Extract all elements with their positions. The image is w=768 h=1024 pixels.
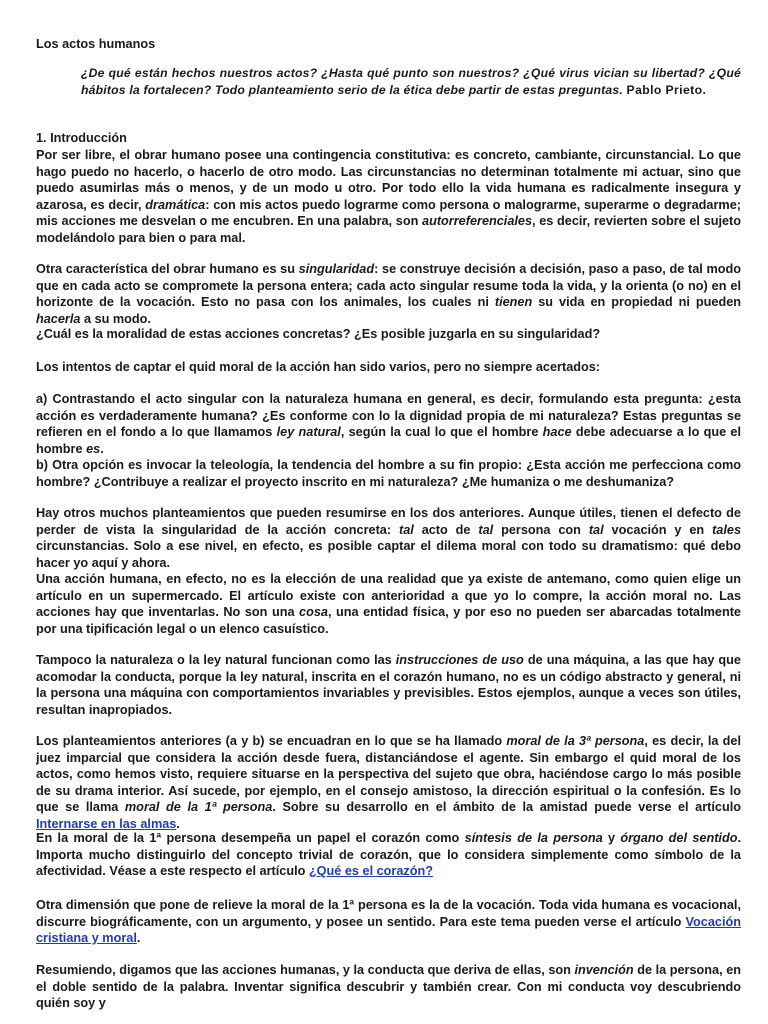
italic-run: síntesis de la persona bbox=[464, 831, 603, 845]
text-run: Otra característica del obrar humano es su bbox=[36, 262, 299, 276]
italic-run: moral de la 3ª persona bbox=[506, 734, 645, 748]
text-run: , según la cual lo que el hombre bbox=[340, 425, 543, 439]
link-vocacion-cristiana-y-moral[interactable]: Vocación cristiana y moral bbox=[36, 914, 741, 945]
text-run: Hay otros muchos planteamientos que pueden resumirse en los dos anteriores. Aunque útiles, tienen el defecto de perder de vista la singularidad de la acción concreta: bbox=[36, 506, 741, 537]
text-run: , es decir, la del juez imparcial que considera la acción desde fuera, distanciándose el agente. Sin embargo el quid moral de los actos, como hemos visto, requiere situarse en la perspectiva del sujeto que obra, haciéndose cargo lo más posible de su drama interior. Así sucede, por ejemplo, en el consejo amistoso, la dirección espiritual o la confesión. Es lo que se llama bbox=[36, 734, 741, 814]
paragraph-10 bbox=[36, 733, 741, 832]
text-run: En la moral de la 1ª persona desempeña un papel el corazón como bbox=[36, 831, 465, 845]
text-run: acto de bbox=[413, 522, 479, 537]
paragraph-7 bbox=[36, 505, 741, 571]
text-run: y bbox=[602, 831, 621, 845]
italic-run: dramática bbox=[145, 197, 206, 212]
text-run: . Importa mucho distinguirlo del concepto trivial de corazón, que lo considera simplemente como símbolo de la afectividad. Véase a este respecto el artículo bbox=[36, 831, 741, 878]
section-heading: 1. Introducción bbox=[36, 131, 127, 145]
epigraph-quote: ¿De qué están hechos nuestros actos? ¿Hasta qué punto son nuestros? ¿Qué virus vician su libertad? ¿Qué hábitos la fortalecen? Todo planteamiento serio de la ética debe partir de estas preguntas. bbox=[81, 66, 741, 97]
italic-run: hace bbox=[542, 425, 572, 439]
italic-run: hacerla bbox=[36, 311, 81, 326]
text-run: . bbox=[176, 816, 180, 831]
italic-run: singularidad bbox=[298, 262, 375, 276]
paragraph-4: Los intentos de captar el quid moral de la acción han sido varios, pero no siempre acertados: bbox=[36, 360, 601, 374]
italic-run: tales bbox=[712, 522, 741, 537]
text-run: de una máquina, a las que hay que acomodar la conducta, porque la ley natural, inscrita en el corazón humano, no es un código abstracto y general, ni la persona una máquina con comportamientos invariables y previsibles. Estos ejemplos, aunque a veces son útiles, resultan inapropiados. bbox=[36, 653, 741, 717]
paragraph-8 bbox=[36, 571, 741, 637]
italic-run: instrucciones de uso bbox=[395, 653, 524, 667]
paragraph-1 bbox=[36, 147, 741, 246]
italic-run: tal bbox=[398, 522, 414, 537]
text-run: a su modo. bbox=[80, 311, 151, 326]
paragraph-3: ¿Cuál es la moralidad de estas acciones concretas? ¿Es posible juzgarla en su singularidad? bbox=[36, 327, 601, 341]
paragraph-13 bbox=[36, 962, 741, 1012]
text-run: a) Contrastando el acto singular con la naturaleza humana en general, es decir, formulando esta pregunta: ¿esta acción es verdaderamente humana? ¿Es conforme con lo la dignidad propia de mi naturaleza? Estas preguntas se refieren en el fondo a lo que llamamos bbox=[36, 392, 741, 439]
text-run: . bbox=[100, 441, 104, 456]
italic-run: tal bbox=[478, 522, 494, 537]
link-internarse-en-las-almas[interactable]: Internarse en las almas bbox=[36, 816, 177, 831]
paragraph-5 bbox=[36, 391, 741, 457]
text-run: Tampoco la naturaleza o la ley natural funcionan como las bbox=[36, 653, 396, 667]
text-run: : con mis actos puedo lograrme como persona o malograrme, superarme o degradarme; mis acciones me desvelan o me encubren. En una palabra, son bbox=[36, 197, 741, 228]
italic-run: autorreferenciales bbox=[422, 214, 533, 228]
page-title: Los actos humanos bbox=[36, 37, 156, 51]
text-run: Otra dimensión que pone de relieve la moral de la 1ª persona es la de la vocación. Toda vida humana es vocacional, discurre biográficamente, con un argumento, y posee un sentido. Para este tema pueden verse el artículo bbox=[36, 898, 741, 929]
text-run: Los planteamientos anteriores (a y b) se encuadran en lo que se ha llamado bbox=[36, 734, 507, 748]
text-run: Por ser libre, el obrar humano posee una contingencia constitutiva: es concreto, cambiante, circunstancial. Lo que hago puedo no hacerlo, o hacerlo de otro modo. Las circunstancias no determinan totalmente mi actuar, sino que puedo asumirlas más o menos, y de un modo u otro. Por todo ello la vida humana es radicalmente insegura y azarosa, es decir, bbox=[36, 148, 741, 212]
paragraph-2 bbox=[36, 261, 741, 327]
text-run: vocación y en bbox=[603, 522, 713, 537]
text-run: . Sobre su desarrollo en el ámbito de la amistad puede verse el artículo bbox=[272, 800, 741, 814]
text-run: Resumiendo, digamos que las acciones humanas, y la conducta que deriva de ellas, son bbox=[36, 963, 575, 977]
paragraph-6: b) Otra opción es invocar la teleología, la tendencia del hombre a su fin propio: ¿Esta acción me perfecciona como hombre? ¿Contribuye a realizar el proyecto inscrito en mi naturaleza? ¿Me humaniza o me deshumaniza? bbox=[36, 458, 741, 489]
text-run: su vida en propiedad ni pueden bbox=[532, 295, 741, 309]
epigraph bbox=[81, 65, 741, 98]
italic-run: es bbox=[86, 441, 101, 456]
text-run: Una acción humana, en efecto, no es la elección de una realidad que ya existe de antemano, como quien elige un artículo en un supermercado. El artículo existe con anterioridad a que yo lo compre, la acción moral no. Las acciones hay que inventarlas. No son una bbox=[36, 572, 741, 619]
italic-run: tienen bbox=[494, 295, 533, 309]
italic-run: moral de la 1ª persona bbox=[124, 800, 273, 814]
epigraph-author: Pablo Prieto. bbox=[626, 82, 707, 97]
text-run: , es decir, revierten sobre el sujeto modelándolo para bien o para mal. bbox=[36, 214, 741, 245]
text-run: . bbox=[136, 931, 141, 945]
link-que-es-el-corazon[interactable]: ¿Qué es el corazón? bbox=[308, 864, 434, 878]
italic-run: invención bbox=[574, 963, 634, 977]
text-run: circunstancias. Solo a ese nivel, en efecto, es posible captar el dilema moral con todo su dramatismo: qué debo hacer yo aquí y ahora. bbox=[36, 539, 741, 570]
italic-run: ley natural bbox=[276, 425, 341, 439]
paragraph-12 bbox=[36, 897, 741, 947]
italic-run: órgano del sentido bbox=[620, 831, 738, 845]
text-run: persona con bbox=[493, 522, 589, 537]
paragraph-11 bbox=[36, 830, 741, 880]
italic-run: tal bbox=[588, 522, 604, 537]
text-run: , una entidad física, y por eso no pueden ser abarcadas totalmente por una tipificación legal o un elenco casuístico. bbox=[36, 605, 741, 636]
paragraph-9 bbox=[36, 652, 741, 718]
text-run: debe adecuarse a lo que el hombre bbox=[36, 425, 741, 456]
text-run: de la persona, en el doble sentido de la palabra. Inventar significa descubrir y también crear. Con mi conducta voy descubriendo quién soy y bbox=[36, 963, 741, 1010]
text-run: : se construye decisión a decisión, paso a paso, de tal modo que en cada acto se compromete la persona entera; cada acto singular resume toda la vida, y la orienta (o no) en el horizonte de la vocación. Esto no pasa con los animales, los cuales ni bbox=[36, 262, 741, 309]
italic-run: cosa bbox=[299, 605, 328, 619]
